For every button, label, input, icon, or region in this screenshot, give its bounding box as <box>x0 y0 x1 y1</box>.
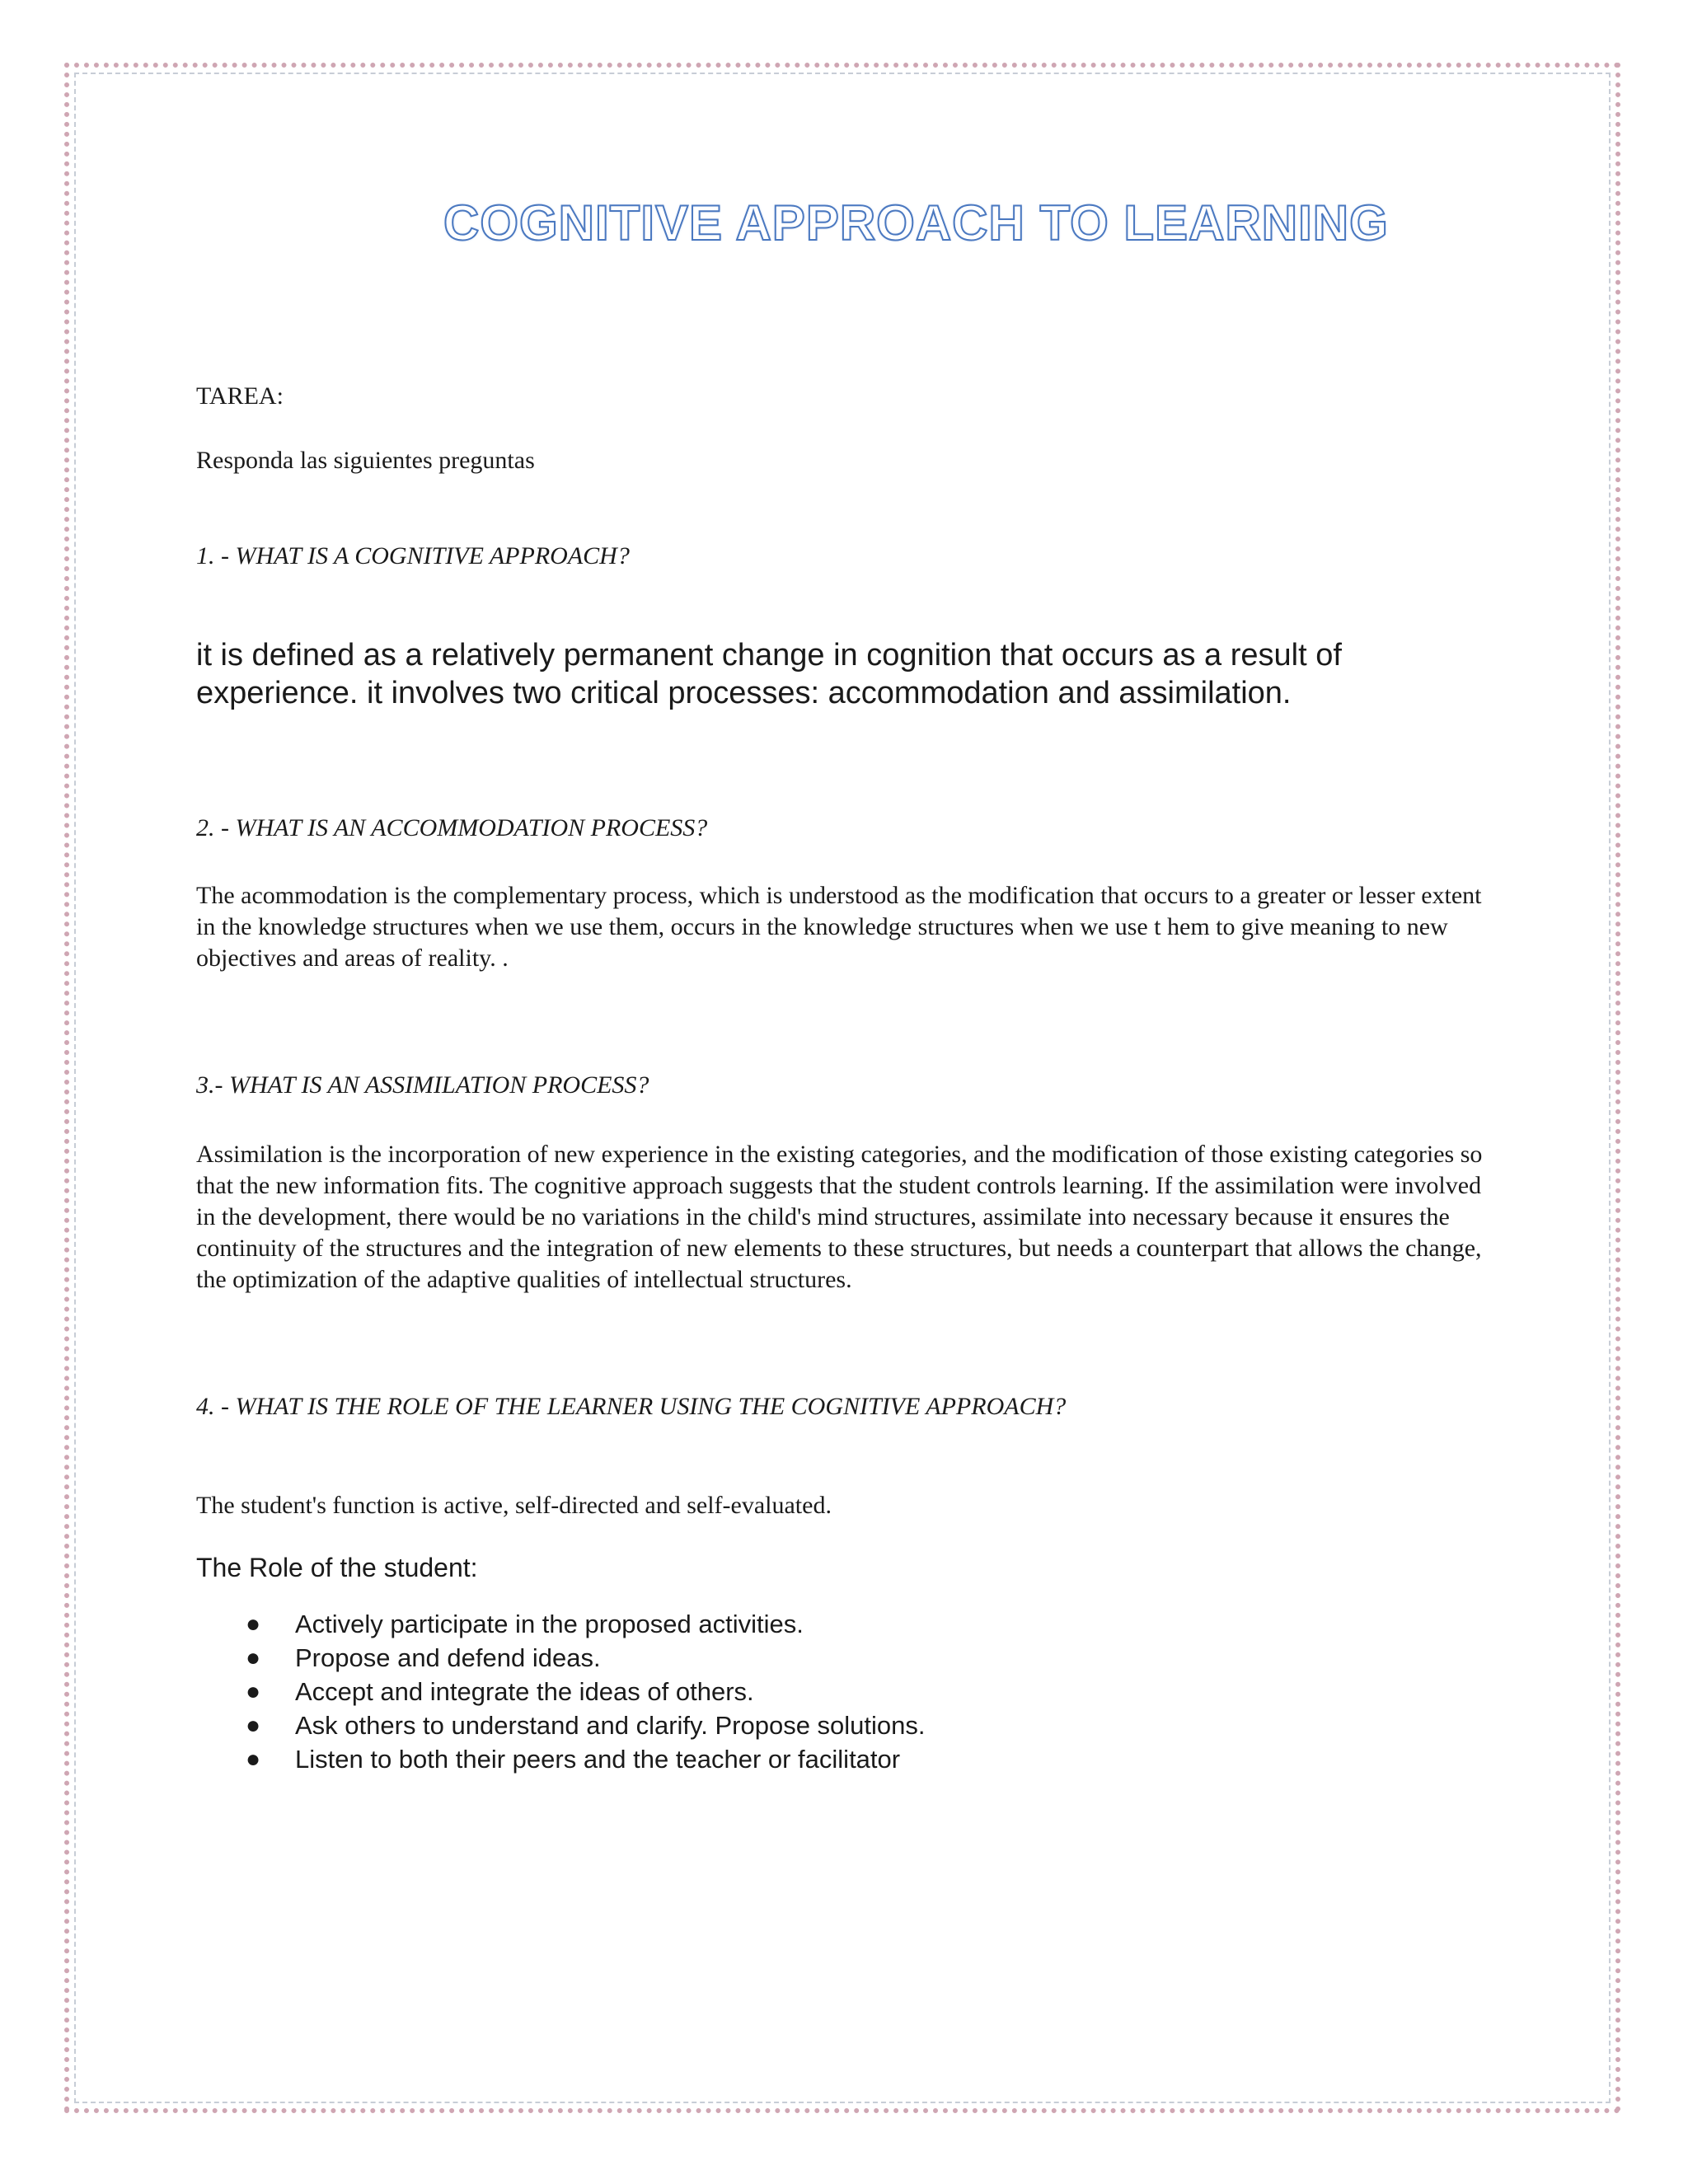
question-2-heading: 2. - WHAT IS AN ACCOMMODATION PROCESS? <box>196 814 708 841</box>
task-label: TAREA: <box>196 382 284 410</box>
question-3-answer: Assimilation is the incorporation of new experience in the existing categories, and the modification of those existing categories so that the new information fits. The cognitive approach suggests that the student controls learning. If the assimilation were involved in the development, there would be no variations in the child's mind structures, assimilate into necessary because it ensures the continuity of the structures and the integration of new elements to these structures, but needs a counterpart that allows the change, the optimization of the adaptive qualities of intellectual structures. <box>196 1141 1483 1293</box>
question-1-answer: it is defined as a relatively permanent change in cognition that occurs as a result of experience. it involves two critical processes: accommodation and assimilation. <box>196 638 1342 710</box>
list-item: ● Accept and integrate the ideas of others. <box>246 1675 926 1708</box>
question-4-answer: The student's function is active, self-directed and self-evaluated. <box>196 1492 832 1519</box>
list-item: ● Propose and defend ideas. <box>246 1641 926 1675</box>
question-2-answer: The acommodation is the complementary process, which is understood as the modification that occurs to a greater or lesser extent in the knowledge structures when we use them, occurs in the knowledge structures when we use t hem to give meaning to new objectives and areas of reality. . <box>196 882 1482 972</box>
question-3-heading: 3.- WHAT IS AN ASSIMILATION PROCESS? <box>196 1071 649 1099</box>
role-heading: The Role of the student: <box>196 1553 478 1582</box>
document-title: COGNITIVE APPROACH TO LEARNING <box>443 195 1389 251</box>
list-item: ● Ask others to understand and clarify. Propose solutions. <box>246 1708 926 1742</box>
bullet-icon: ● <box>246 1644 261 1671</box>
list-item: ● Listen to both their peers and the teacher or facilitator <box>246 1742 926 1776</box>
bullet-icon: ● <box>246 1712 261 1739</box>
list-item: ● Actively participate in the proposed activities. <box>246 1607 926 1641</box>
bullet-icon: ● <box>246 1610 261 1638</box>
question-1-heading: 1. - WHAT IS A COGNITIVE APPROACH? <box>196 542 630 569</box>
question-4-heading: 4. - WHAT IS THE ROLE OF THE LEARNER USING THE COGNITIVE APPROACH? <box>196 1393 1067 1420</box>
instruction-text: Responda las siguientes preguntas <box>196 447 535 474</box>
bullet-icon: ● <box>246 1746 261 1773</box>
role-list <box>246 1607 926 1776</box>
bullet-icon: ● <box>246 1678 261 1705</box>
